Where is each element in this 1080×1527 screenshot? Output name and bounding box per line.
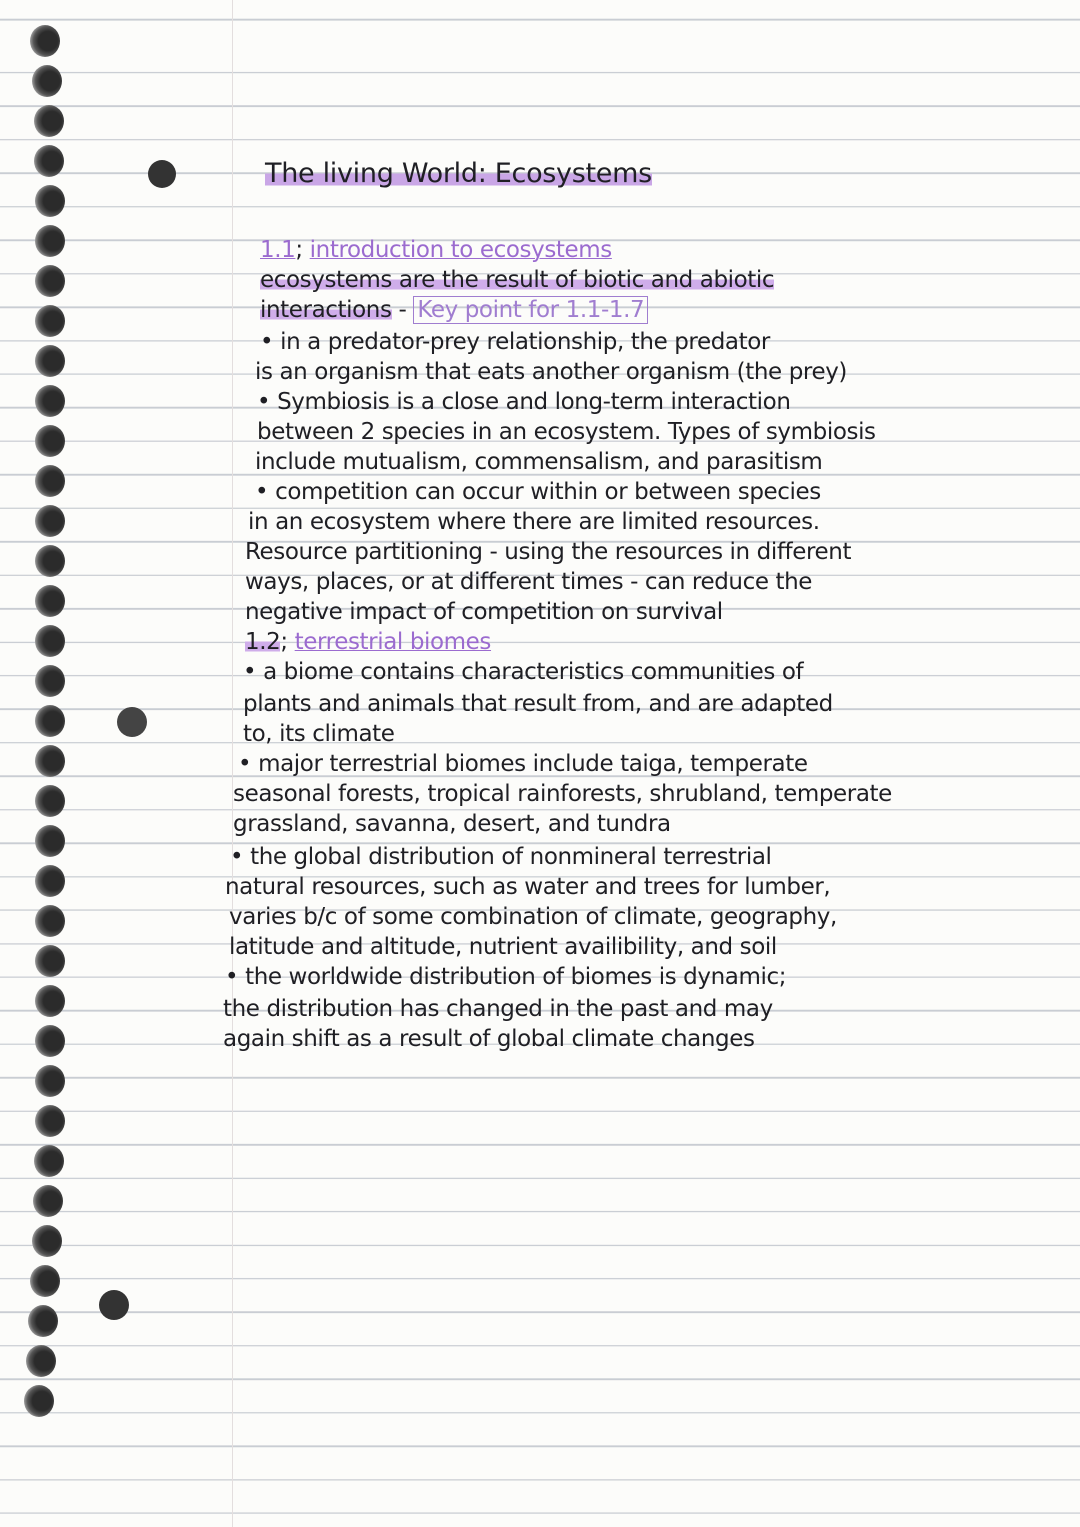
- key-point-box: Key point for 1.1-1.7: [413, 296, 648, 324]
- note-line: in an ecosystem where there are limited resources.: [248, 509, 820, 535]
- page-title: The living World: Ecosystems: [265, 158, 652, 189]
- note-line: • Symbiosis is a close and long-term interaction: [257, 389, 791, 415]
- note-line: interactions - Key point for 1.1-1.7: [260, 295, 648, 325]
- note-line: seasonal forests, tropical rainforests, shrubland, temperate: [233, 781, 892, 807]
- note-line: ecosystems are the result of biotic and abiotic: [260, 267, 775, 293]
- note-line: Resource partitioning - using the resources in different: [245, 539, 852, 565]
- note-line: grassland, savanna, desert, and tundra: [233, 811, 671, 837]
- binder-hole-top: [148, 160, 176, 188]
- section-heading-1: 1.1; introduction to ecosystems: [260, 237, 612, 263]
- note-line: natural resources, such as water and trees for lumber,: [225, 874, 831, 900]
- note-line: • the worldwide distribution of biomes is dynamic;: [225, 964, 787, 990]
- note-line: again shift as a result of global climate changes: [223, 1026, 755, 1052]
- note-line: varies b/c of some combination of climate, geography,: [229, 904, 837, 930]
- note-line: negative impact of competition on survival: [245, 599, 723, 625]
- note-line: • competition can occur within or between species: [255, 479, 821, 505]
- note-line: • the global distribution of nonmineral terrestrial: [230, 844, 772, 870]
- note-line: is an organism that eats another organism (the prey): [255, 359, 847, 385]
- binder-hole-bottom: [99, 1290, 129, 1320]
- binder-hole-middle: [117, 707, 147, 737]
- note-line: plants and animals that result from, and are adapted: [243, 691, 833, 717]
- note-line: • in a predator-prey relationship, the predator: [260, 329, 770, 355]
- note-line: the distribution has changed in the past and may: [223, 996, 773, 1022]
- note-line: • major terrestrial biomes include taiga, temperate: [238, 751, 808, 777]
- note-line: include mutualism, commensalism, and parasitism: [255, 449, 823, 475]
- note-line: between 2 species in an ecosystem. Types of symbiosis: [257, 419, 876, 445]
- note-line: latitude and altitude, nutrient availibility, and soil: [229, 934, 777, 960]
- section-heading-2: 1.2; terrestrial biomes: [245, 629, 492, 655]
- note-line: ways, places, or at different times - can reduce the: [245, 569, 813, 595]
- note-line: to, its climate: [243, 721, 395, 747]
- note-line: • a biome contains characteristics communities of: [243, 659, 804, 685]
